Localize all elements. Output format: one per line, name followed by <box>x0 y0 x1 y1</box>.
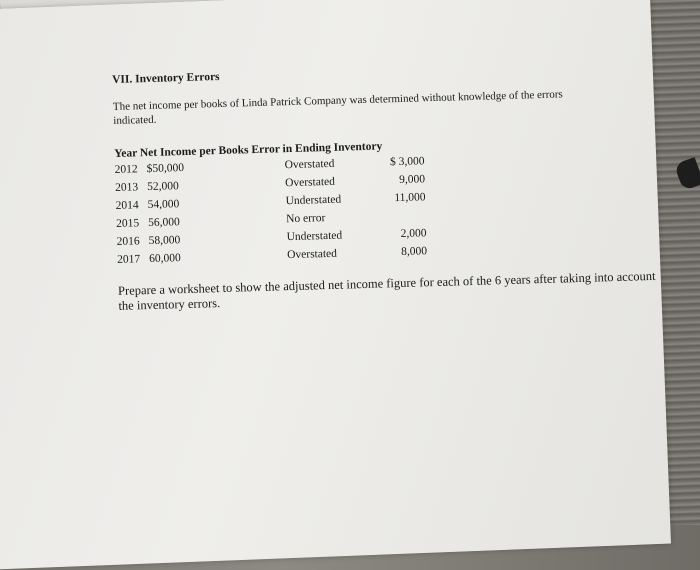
amount-cell: 8,000 <box>401 245 428 258</box>
amount-cell: 11,000 <box>394 191 426 205</box>
income-cell: 54,000 <box>147 198 180 212</box>
error-cell: Understated <box>286 229 343 244</box>
section-title: VII. Inventory Errors <box>112 71 220 86</box>
amount-cell <box>376 209 426 210</box>
intro-text: The net income per books of Linda Patrick Company was determined without knowledge of the errors indicated. <box>112 88 563 127</box>
income-cell: 52,000 <box>147 180 179 194</box>
document-content <box>112 59 659 326</box>
income-cell: 60,000 <box>149 252 181 266</box>
error-cell: Overstated <box>284 157 335 172</box>
table-header: Year Net Income per Books Error in Ending Inventory <box>114 140 383 160</box>
income-cell: $50,000 <box>146 162 185 176</box>
year-cell: 2017 <box>117 253 141 266</box>
year-cell: 2012 <box>114 163 138 176</box>
income-cell: 56,000 <box>148 216 180 230</box>
year-cell: 2015 <box>116 217 140 230</box>
year-cell: 2014 <box>115 199 139 212</box>
error-cell: No error <box>285 212 326 226</box>
inventory-error-table <box>114 138 477 278</box>
task-instructions: Prepare a worksheet to show the adjusted net income figure for each of the 6 years after taking into account the inventory errors. <box>117 268 656 313</box>
amount-cell: 9,000 <box>399 173 426 187</box>
year-cell: 2013 <box>115 181 139 194</box>
error-cell: Overstated <box>284 175 336 190</box>
year-cell: 2016 <box>116 235 140 248</box>
error-cell: Understated <box>285 193 342 208</box>
error-cell: Overstated <box>286 247 338 262</box>
amount-cell: 2,000 <box>400 227 427 240</box>
amount-cell: $ 3,000 <box>389 155 425 169</box>
income-cell: 58,000 <box>148 234 181 248</box>
